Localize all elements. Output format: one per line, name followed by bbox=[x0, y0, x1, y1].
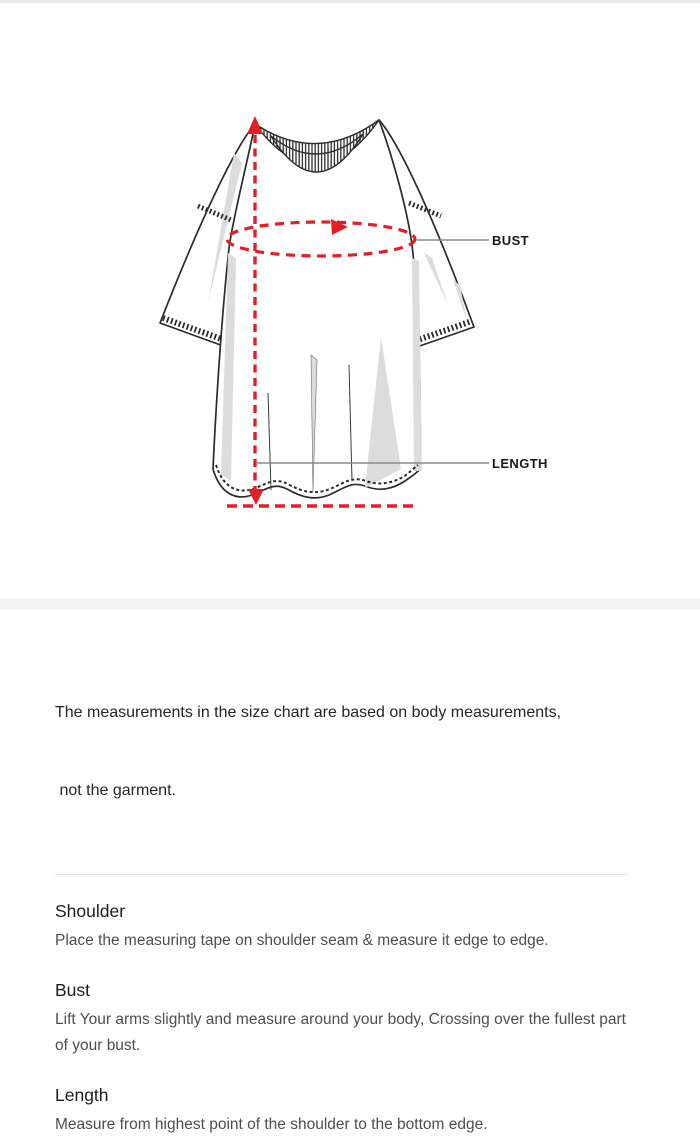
tshirt-measurement-illustration bbox=[0, 3, 700, 591]
section-divider-band bbox=[0, 598, 700, 610]
note-line-2: not the garment. bbox=[55, 782, 176, 799]
size-guide-diagram bbox=[0, 3, 700, 591]
section-desc-bust: Lift Your arms slightly and measure around your body, Crossing over the fullest part of your bust. bbox=[55, 1011, 626, 1054]
section-title-length: Length bbox=[55, 1085, 109, 1105]
section-length bbox=[55, 1083, 628, 1138]
thin-divider bbox=[55, 874, 628, 875]
length-label: LENGTH bbox=[492, 456, 548, 471]
section-bust bbox=[55, 978, 628, 1059]
section-title-shoulder: Shoulder bbox=[55, 901, 126, 921]
measurement-guide-text bbox=[0, 648, 700, 1138]
note-paragraph bbox=[55, 648, 628, 856]
section-desc-shoulder: Place the measuring tape on shoulder seam & measure it edge to edge. bbox=[55, 932, 549, 949]
note-line-1: The measurements in the size chart are based on body measurements, bbox=[55, 704, 562, 721]
bust-label: BUST bbox=[492, 233, 529, 248]
section-title-bust: Bust bbox=[55, 980, 91, 1000]
section-desc-length: Measure from highest point of the shoulder to the bottom edge. bbox=[55, 1116, 488, 1133]
